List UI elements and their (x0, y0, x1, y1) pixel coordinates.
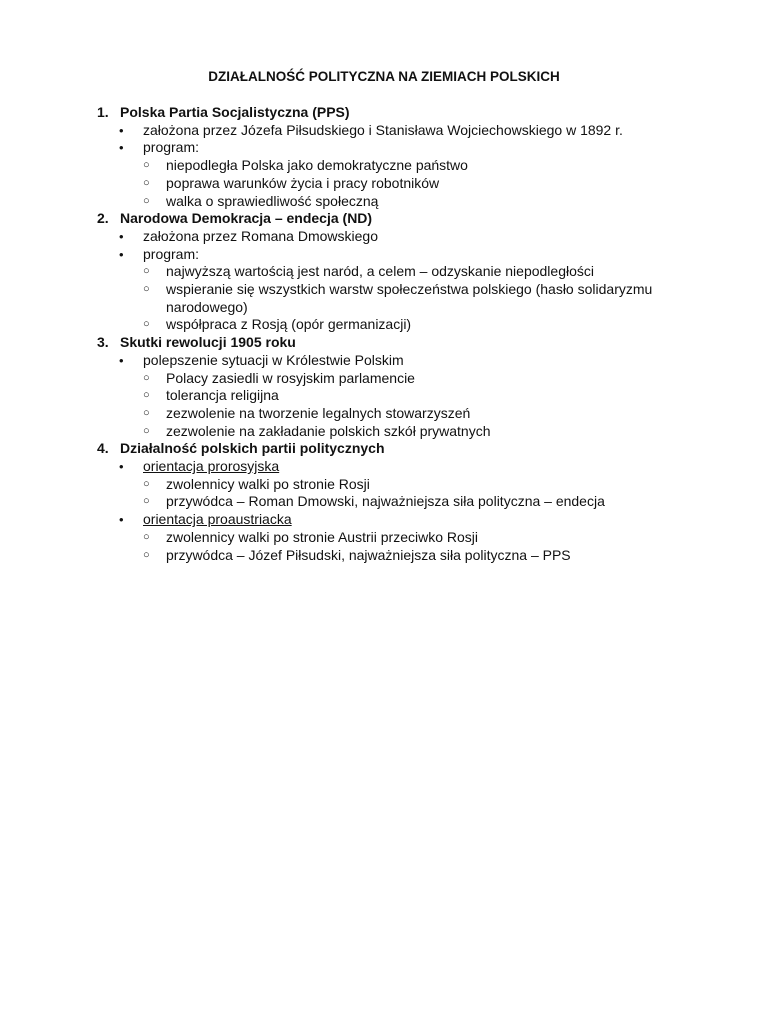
list-item (0, 458, 768, 476)
list-item (0, 122, 768, 140)
sub-list-item (0, 493, 768, 511)
sub-list-item-text: przywódca – Roman Dmowski, najważniejsza siła polityczna – endecja (166, 493, 605, 510)
sub-list-item-text: przywódca – Józef Piłsudski, najważniejsza siła polityczna – PPS (166, 546, 571, 563)
list-item-text: polepszenie sytuacji w Królestwie Polskim (143, 351, 404, 368)
circle-bullet-icon: ○ (143, 318, 150, 331)
circle-bullet-icon: ○ (143, 548, 150, 561)
sub-list-item (0, 370, 768, 388)
sub-list-item (0, 175, 768, 193)
bullet-icon: • (119, 352, 124, 368)
bullet-icon: • (119, 459, 124, 475)
document-title: DZIAŁALNOŚĆ POLITYCZNA NA ZIEMIACH POLSKICH (208, 69, 560, 84)
section-heading: Skutki rewolucji 1905 roku (120, 334, 296, 351)
sub-list-item-text: zwolennicy walki po stronie Austrii przeciwko Rosji (166, 528, 479, 545)
list-item-underlined-text: orientacja prorosyjska (143, 458, 280, 475)
list-item-text: założona przez Józefa Piłsudskiego i Stanisława Wojciechowskiego w 1892 r. (143, 121, 623, 138)
section-number: 2. (97, 210, 109, 227)
sub-list-item (0, 547, 768, 565)
sub-list-item (0, 387, 768, 405)
sub-list-item-text: niepodległa Polska jako demokratyczne państwo (166, 157, 468, 174)
section-heading: Narodowa Demokracja – endecja (ND) (120, 210, 373, 227)
list-item (0, 228, 768, 246)
list-item-text (0, 511, 768, 529)
sub-list-item (0, 405, 768, 423)
sub-list-item (0, 529, 768, 547)
list-item-text (0, 458, 768, 476)
circle-bullet-icon: ○ (143, 283, 150, 296)
circle-bullet-icon: ○ (143, 389, 150, 402)
sub-list-item (0, 157, 768, 175)
sub-list-item (0, 193, 768, 211)
outline-section (0, 210, 768, 334)
sub-list-item-text: współpraca z Rosją (opór germanizacji) (166, 316, 412, 333)
sub-list-item-text: najwyższą wartością jest naród, a celem – odzyskanie niepodległości (166, 263, 594, 280)
bullet-icon: • (119, 246, 124, 262)
sub-list-item-text: zwolennicy walki po stronie Rosji (166, 475, 370, 492)
sub-list-item-text: Polacy zasiedli w rosyjskim parlamencie (166, 369, 415, 386)
section-heading: Polska Partia Socjalistyczna (PPS) (120, 104, 350, 120)
circle-bullet-icon: ○ (143, 194, 150, 207)
sub-list-item (0, 281, 768, 316)
sub-list-item-text: zezwolenie na zakładanie polskich szkół prywatnych (166, 422, 491, 439)
sub-list-item (0, 476, 768, 494)
section-heading-row (0, 210, 768, 228)
section-heading-row (0, 334, 768, 352)
bullet-icon: • (119, 228, 124, 244)
list-item (0, 511, 768, 529)
sub-list-item-text: wspieranie się wszystkich warstw społeczeństwa polskiego (hasło solidaryzmu narodowego) (166, 281, 653, 315)
list-item (0, 139, 768, 157)
circle-bullet-icon: ○ (143, 495, 150, 508)
list-item-text: założona przez Romana Dmowskiego (143, 227, 378, 244)
circle-bullet-icon: ○ (143, 406, 150, 419)
section-heading-row (0, 104, 768, 122)
sub-list-item (0, 423, 768, 441)
circle-bullet-icon: ○ (143, 530, 150, 543)
sub-list-item (0, 316, 768, 334)
sub-list-item-text: poprawa warunków życia i pracy robotników (166, 174, 440, 191)
circle-bullet-icon: ○ (143, 265, 150, 278)
section-number: 1. (97, 104, 109, 120)
document-body (0, 104, 768, 564)
bullet-icon: • (119, 140, 124, 156)
list-item (0, 246, 768, 264)
sub-list-item (0, 263, 768, 281)
sub-list-item-text: zezwolenie na tworzenie legalnych stowarzyszeń (166, 404, 471, 421)
outline-section (0, 440, 768, 564)
list-item-text: program: (143, 245, 200, 262)
bullet-icon: • (119, 122, 124, 138)
sub-list-item-text: tolerancja religijna (166, 387, 279, 404)
circle-bullet-icon: ○ (143, 371, 150, 384)
section-heading-row (0, 440, 768, 458)
circle-bullet-icon: ○ (143, 477, 150, 490)
outline-section (0, 334, 768, 440)
section-heading: Działalność polskich partii politycznych (120, 440, 385, 457)
list-item-underlined-text: orientacja proaustriacka (143, 511, 292, 528)
sub-list-item-text: walka o sprawiedliwość społeczną (166, 192, 379, 209)
circle-bullet-icon: ○ (143, 159, 150, 172)
section-number: 4. (97, 440, 109, 457)
outline-section (0, 104, 768, 210)
section-number: 3. (97, 334, 109, 351)
bullet-icon: • (119, 512, 124, 528)
list-item (0, 352, 768, 370)
circle-bullet-icon: ○ (143, 176, 150, 189)
list-item-text: program: (143, 139, 200, 156)
circle-bullet-icon: ○ (143, 424, 150, 437)
